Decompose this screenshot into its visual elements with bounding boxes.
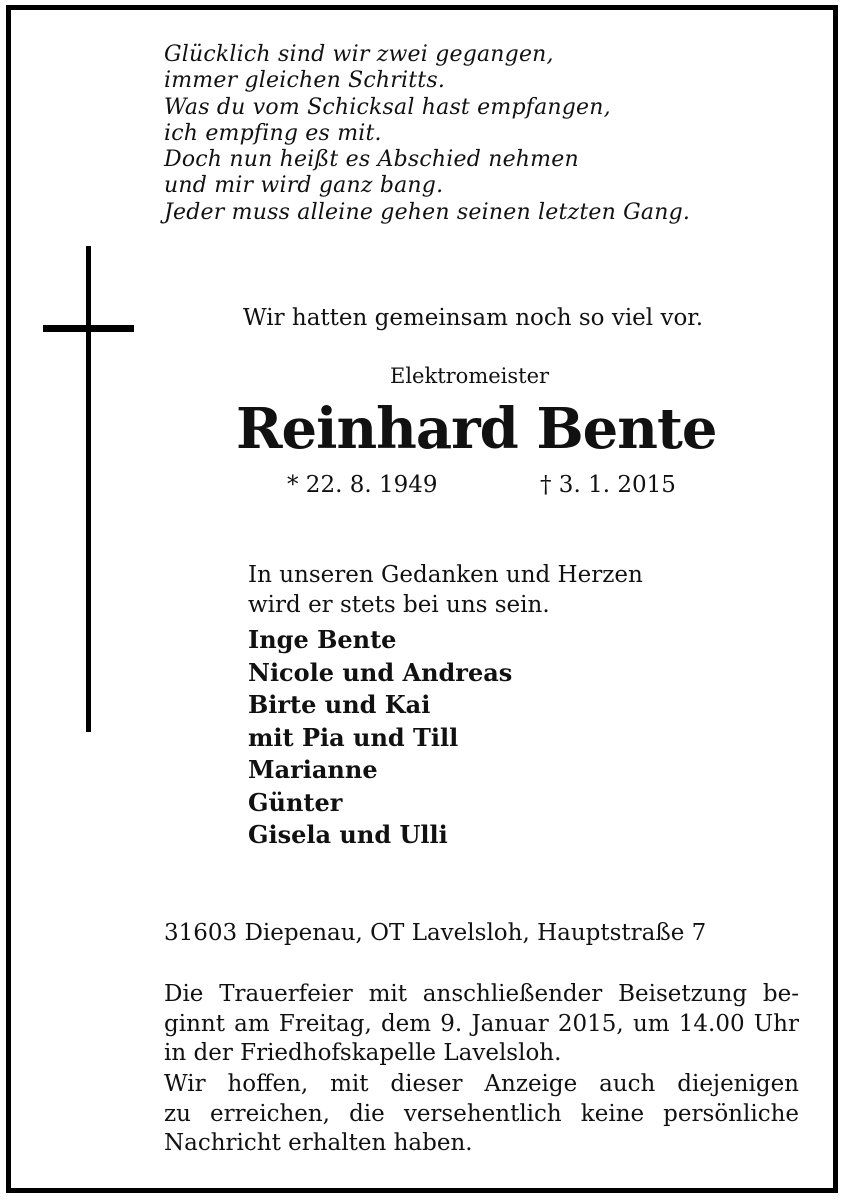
funeral-info (164, 980, 799, 1069)
notice-line: Wir hoffen, mit dieser Anzeige auch diejenigen (164, 1071, 799, 1097)
cross-icon-bar (43, 325, 134, 332)
deceased-title: Elektromeister (390, 364, 550, 388)
funeral-line: ginnt am Freitag, dem 9. Januar 2015, um 14.00 Uhr (164, 1010, 799, 1037)
funeral-line: in der Friedhofskapelle Lavelsloh. (164, 1040, 562, 1066)
intro-text: Wir hatten gemeinsam noch so viel vor. (243, 305, 704, 331)
mourner: Inge Bente (248, 625, 397, 654)
notice-line: zu erreichen, die versehentlich keine persönliche (164, 1100, 799, 1127)
poem-line: Jeder muss alleine gehen seinen letzten Gang. (164, 199, 691, 225)
poem-line: und mir wird ganz bang. (164, 173, 444, 199)
cross-icon (86, 246, 91, 732)
poem-line: immer gleichen Schritts. (164, 68, 446, 94)
poem-line: ich empfing es mit. (164, 120, 382, 146)
mourner: Birte und Kai (248, 690, 431, 719)
poem-line: Was du vom Schicksal hast empfangen, (164, 94, 611, 120)
address: 31603 Diepenau, OT Lavelsloh, Hauptstraße 7 (164, 920, 707, 946)
birth-date: * 22. 8. 1949 (287, 472, 438, 498)
mourner: mit Pia und Till (248, 722, 459, 752)
mourner: Günter (248, 787, 343, 817)
thoughts-line: In unseren Gedanken und Herzen (248, 562, 643, 588)
deceased-name: Reinhard Bente (236, 396, 717, 462)
notice-text (164, 1070, 799, 1159)
mourner: Gisela und Ulli (248, 820, 448, 849)
mourner: Nicole und Andreas (248, 657, 513, 687)
death-date: † 3. 1. 2015 (540, 472, 676, 498)
poem-line: Glücklich sind wir zwei gegangen, (164, 42, 554, 67)
thoughts-line: wird er stets bei uns sein. (248, 592, 550, 618)
poem (164, 42, 784, 226)
funeral-line: Die Trauerfeier mit anschließender Beisetzung be- (164, 981, 799, 1007)
thoughts-text (248, 560, 643, 620)
notice-line: Nachricht erhalten haben. (164, 1130, 473, 1156)
mourner: Marianne (248, 755, 378, 784)
mourners-list (248, 624, 512, 852)
poem-line: Doch nun heißt es Abschied nehmen (164, 147, 579, 173)
